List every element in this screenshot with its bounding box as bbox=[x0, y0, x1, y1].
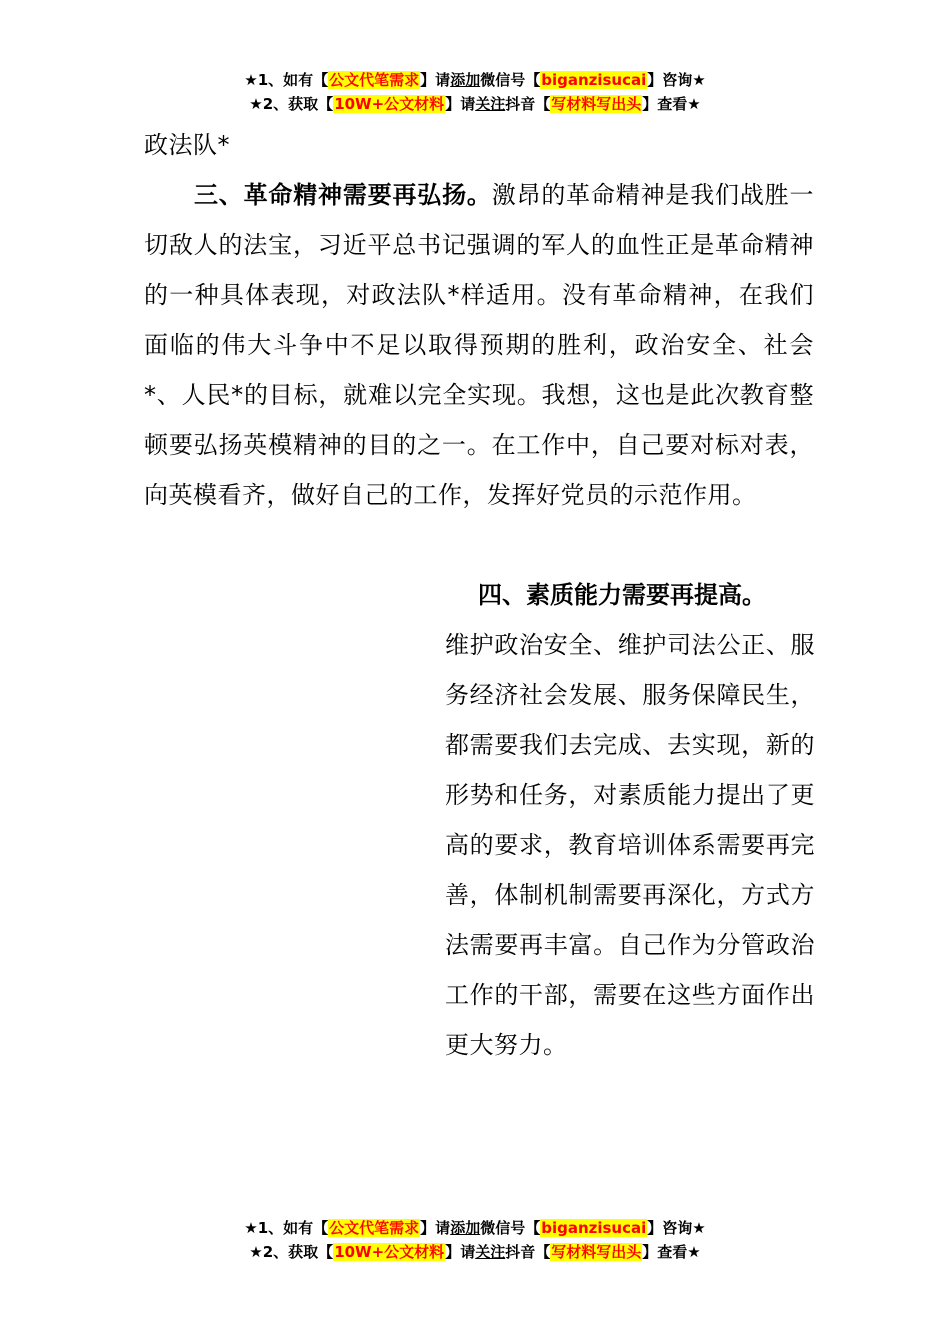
banner-highlight: 公文代笔需求 bbox=[329, 71, 420, 89]
banner-text: 】咨询★ bbox=[647, 71, 706, 89]
section-4-heading: 四、素质能力需要再提高。 bbox=[478, 581, 766, 609]
banner-text: 微信号【 bbox=[480, 1219, 541, 1237]
banner-underlined: 关注 bbox=[475, 95, 506, 113]
banner-line-1 bbox=[0, 1216, 950, 1240]
banner-text: 】请 bbox=[445, 95, 476, 113]
banner-text: ★2、获取【 bbox=[249, 1243, 334, 1261]
section-3-paragraph bbox=[144, 170, 814, 520]
banner-highlight: biganzisucai bbox=[541, 71, 647, 89]
banner-text: 】咨询★ bbox=[647, 1219, 706, 1237]
banner-line-1 bbox=[0, 68, 950, 92]
banner-text: 抖音【 bbox=[505, 1243, 551, 1261]
banner-line-2 bbox=[0, 92, 950, 116]
banner-text: ★1、如有【 bbox=[244, 1219, 329, 1237]
banner-highlight: 写材料写出头 bbox=[551, 95, 642, 113]
banner-highlight: 10W+公文材料 bbox=[334, 1243, 445, 1261]
banner-highlight: 10W+公文材料 bbox=[334, 95, 445, 113]
banner-text: 】请 bbox=[420, 71, 451, 89]
section-3-body: 激昂的革命精神是我们战胜一切敌人的法宝，习近平总书记强调的军人的血性正是革命精神的一种具体表现，对政法队*样适用。没有革命精神，在我们面临的伟大斗争中不足以取得预期的胜利，政治安全、社会*、人民*的目标，就难以完全实现。我想，这也是此次教育整顿要弘扬英模精神的目的之一。在工作中，自己要对标对表，向英模看齐，做好自己的工作，发挥好党员的示范作用。 bbox=[144, 181, 814, 509]
footer-banner bbox=[0, 1216, 950, 1264]
banner-line-2 bbox=[0, 1240, 950, 1264]
banner-highlight: biganzisucai bbox=[541, 1219, 647, 1237]
banner-text: 】查看★ bbox=[642, 95, 701, 113]
banner-underlined: 添加 bbox=[450, 1219, 481, 1237]
banner-text: 】查看★ bbox=[642, 1243, 701, 1261]
banner-text: 】请 bbox=[445, 1243, 476, 1261]
section-3-heading: 三、革命精神需要再弘扬。 bbox=[194, 181, 492, 209]
banner-text: ★1、如有【 bbox=[244, 71, 329, 89]
header-banner bbox=[0, 68, 950, 116]
section-4-body: 维护政治安全、维护司法公正、服务经济社会发展、服务保障民生，都需要我们去完成、去实现，新的形势和任务，对素质能力提出了更高的要求，教育培训体系需要再完善，体制机制需要再深化，方式方法需要再丰富。自己作为分管政治工作的干部，需要在这些方面作出更大努力。 bbox=[445, 631, 815, 1059]
paragraph-fragment: 政法队* bbox=[144, 131, 230, 159]
banner-highlight: 写材料写出头 bbox=[551, 1243, 642, 1261]
banner-highlight: 公文代笔需求 bbox=[329, 1219, 420, 1237]
banner-underlined: 添加 bbox=[450, 71, 481, 89]
banner-text: 抖音【 bbox=[505, 95, 551, 113]
banner-text: 微信号【 bbox=[480, 71, 541, 89]
banner-text: ★2、获取【 bbox=[249, 95, 334, 113]
banner-underlined: 关注 bbox=[475, 1243, 506, 1261]
banner-text: 】请 bbox=[420, 1219, 451, 1237]
